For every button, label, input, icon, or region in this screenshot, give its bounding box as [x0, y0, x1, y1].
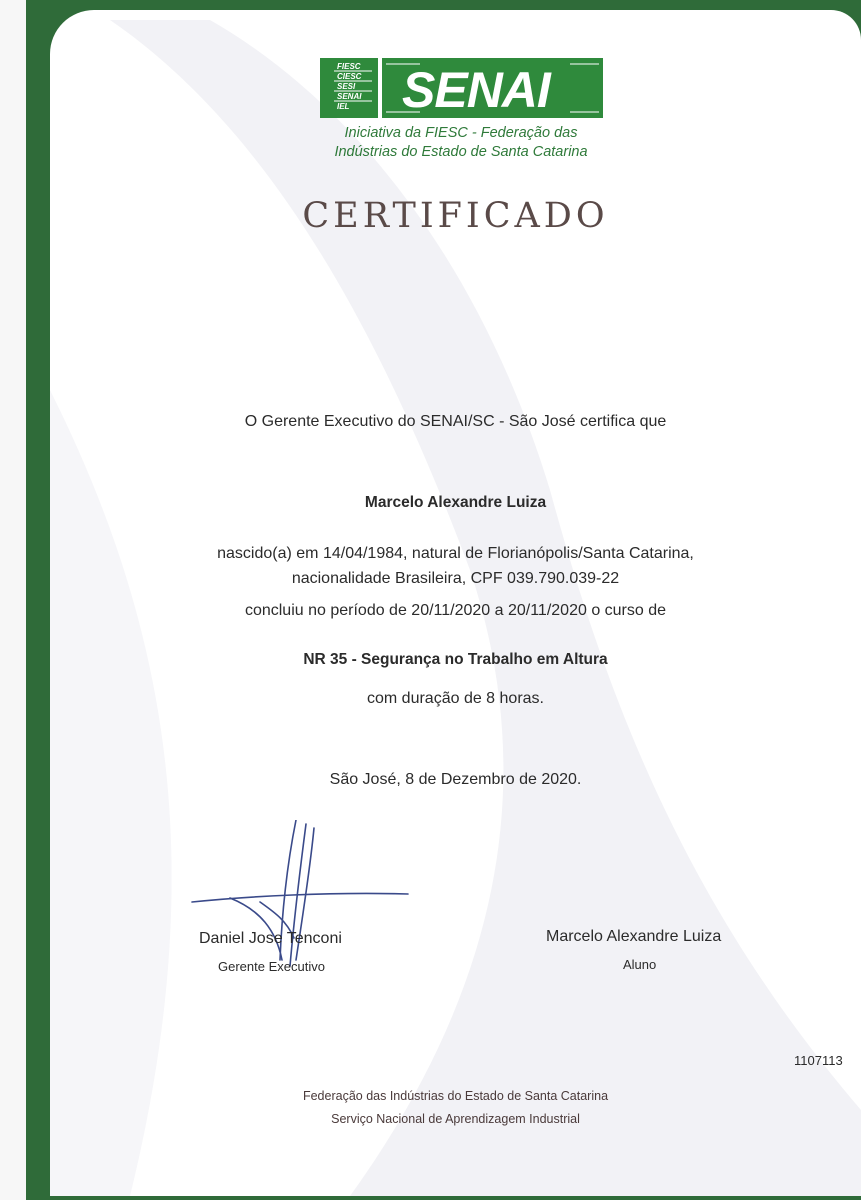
logo-mark-2: CIESC [337, 72, 362, 81]
logo-tagline-line1: Iniciativa da FIESC - Federação das [344, 125, 578, 141]
logo-tagline-line2: Indústrias do Estado de Santa Catarina [334, 144, 588, 160]
logo-mark-3: SESI [337, 82, 356, 91]
footer-line2: Serviço Nacional de Aprendizagem Industrial [331, 1112, 580, 1126]
signatory-role: Gerente Executivo [218, 959, 325, 974]
certificate-paper [50, 10, 861, 1196]
student-name: Marcelo Alexandre Luiza [364, 494, 547, 511]
place-date: São José, 8 de Dezembro de 2020. [329, 771, 582, 788]
birth-line: nascido(a) em 14/04/1984, natural de Florianópolis/Santa Catarina, [217, 545, 694, 562]
certificate-title: CERTIFICADO [302, 196, 609, 236]
nationality-line: nacionalidade Brasileira, CPF 039.790.039-22 [291, 570, 620, 587]
student-signature-role: Aluno [623, 957, 657, 972]
course-name: NR 35 - Segurança no Trabalho em Altura [303, 651, 608, 668]
logo-mark-1: FIESC [337, 62, 361, 71]
logo-mark-4: SENAI [337, 92, 362, 101]
student-signature-name: Marcelo Alexandre Luiza [546, 928, 722, 945]
logo-mark-5: IEL [337, 102, 350, 111]
certificate-code: 1107113 [794, 1053, 843, 1068]
senai-logo [320, 58, 603, 118]
signatory-name: Daniel Jose Tenconi [199, 930, 342, 947]
intro-text: O Gerente Executivo do SENAI/SC - São José certifica que [244, 413, 667, 430]
logo-brand-text: SENAI [402, 62, 550, 118]
footer-line1: Federação das Indústrias do Estado de Santa Catarina [302, 1089, 609, 1103]
duration-line: com duração de 8 horas. [367, 690, 544, 707]
period-line: concluiu no período de 20/11/2020 a 20/11/2020 o curso de [244, 602, 667, 619]
scan-margin [0, 0, 26, 1200]
logo-tagline [286, 124, 636, 162]
